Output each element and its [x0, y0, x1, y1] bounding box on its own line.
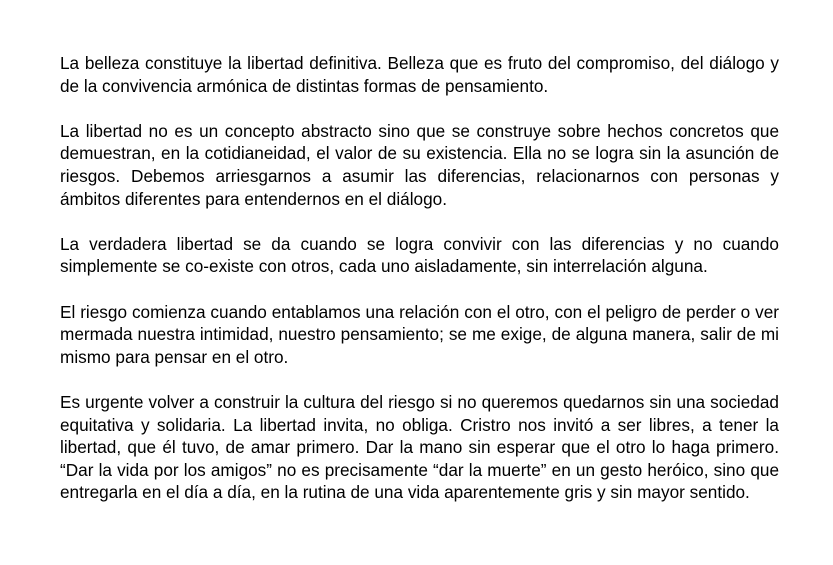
paragraph-3: La verdadera libertad se da cuando se logra convivir con las diferencias y no cuando simplemente se co-existe con otros, cada uno aisladamente, sin interrelación alguna. [60, 233, 779, 277]
paragraph-1: La belleza constituye la libertad definitiva. Belleza que es fruto del compromiso, del diálogo y de la convivencia armónica de distintas formas de pensamiento. [60, 53, 779, 96]
paragraph-4: El riesgo comienza cuando entablamos una relación con el otro, con el peligro de perder o ver mermada nuestra intimidad, nuestro pensamiento; se me exige, de alguna manera, salir de mi mismo para pensar en el otro. [60, 301, 779, 367]
document-body [60, 52, 779, 504]
paragraph-2: La libertad no es un concepto abstracto sino que se construye sobre hechos concretos que demuestran, en la cotidianeidad, el valor de su existencia. Ella no se logra sin la asunción de riesgos. Debemos arriesgarnos a asumir las diferencias, relacionarnos con personas y ámbitos diferentes para entendernos en el diálogo. [60, 120, 779, 209]
paragraph-5: Es urgente volver a construir la cultura del riesgo si no queremos quedarnos sin una sociedad equitativa y solidaria. La libertad invita, no obliga. Cristro nos invitó a ser libres, a tener la libertad, que él tuvo, de amar primero. Dar la mano sin esperar que el otro lo haga primero. “Dar la vida por los amigos” no es precisamente “dar la muerte” en un gesto heróico, sino que entregarla en el día a día, en la rutina de una vida aparentemente gris y sin mayor sentido. [60, 391, 779, 503]
